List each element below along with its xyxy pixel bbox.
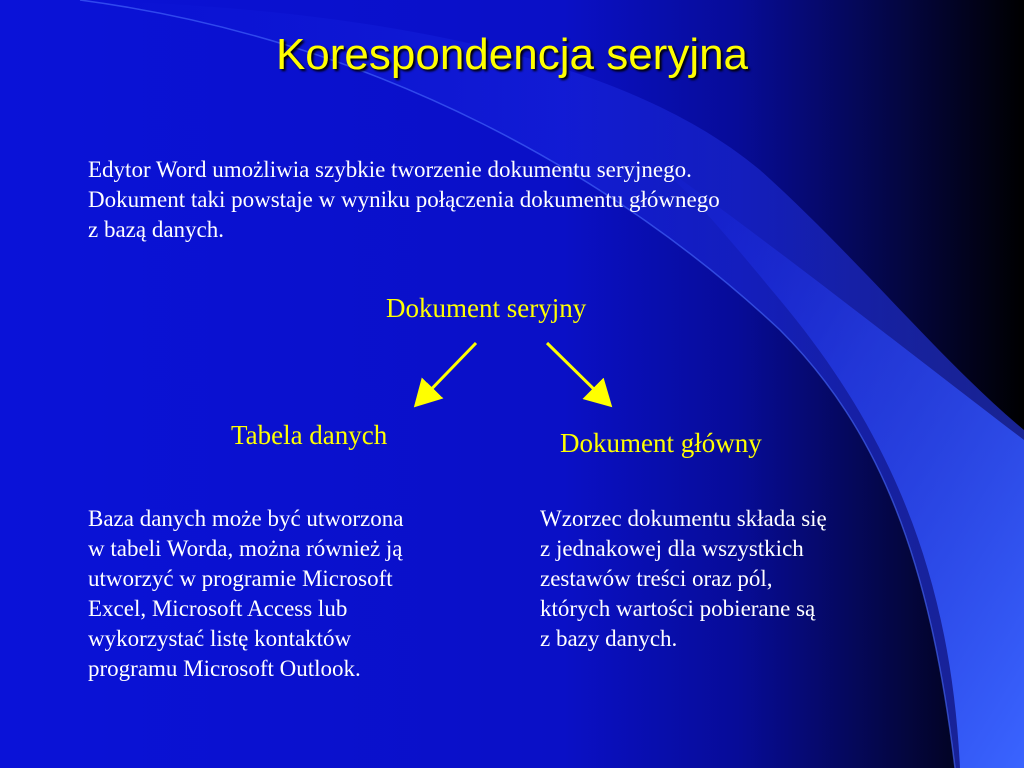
left-description-line: wykorzystać listę kontaktów — [88, 626, 352, 651]
diagram-root-label: Dokument seryjny — [386, 293, 587, 323]
left-description-line: utworzyć w programie Microsoft — [88, 566, 393, 591]
right-description-line: z jednakowej dla wszystkich — [540, 536, 804, 561]
right-description-line: z bazy danych. — [540, 626, 678, 651]
right-description-line: Wzorzec dokumentu składa się — [540, 506, 827, 531]
left-description-line: Excel, Microsoft Access lub — [88, 596, 348, 621]
right-description-line: których wartości pobierane są — [540, 596, 816, 621]
intro-line: z bazą danych. — [88, 217, 225, 242]
slide-title: Korespondencja seryjna — [275, 30, 749, 79]
intro-paragraph — [88, 155, 720, 245]
right-description — [540, 504, 827, 654]
left-description-line: w tabeli Worda, można również ją — [88, 536, 403, 561]
left-description-line: programu Microsoft Outlook. — [88, 656, 361, 681]
diagram-left-node-label: Tabela danych — [231, 420, 388, 450]
intro-line: Dokument taki powstaje w wyniku połączenia dokumentu głównego — [88, 187, 720, 212]
intro-line: Edytor Word umożliwia szybkie tworzenie dokumentu seryjnego. — [88, 157, 692, 182]
left-description-line: Baza danych może być utworzona — [88, 506, 404, 531]
diagram-right-node-label: Dokument główny — [560, 428, 762, 458]
right-description-line: zestawów treści oraz pól, — [540, 566, 773, 591]
left-description — [88, 504, 403, 684]
